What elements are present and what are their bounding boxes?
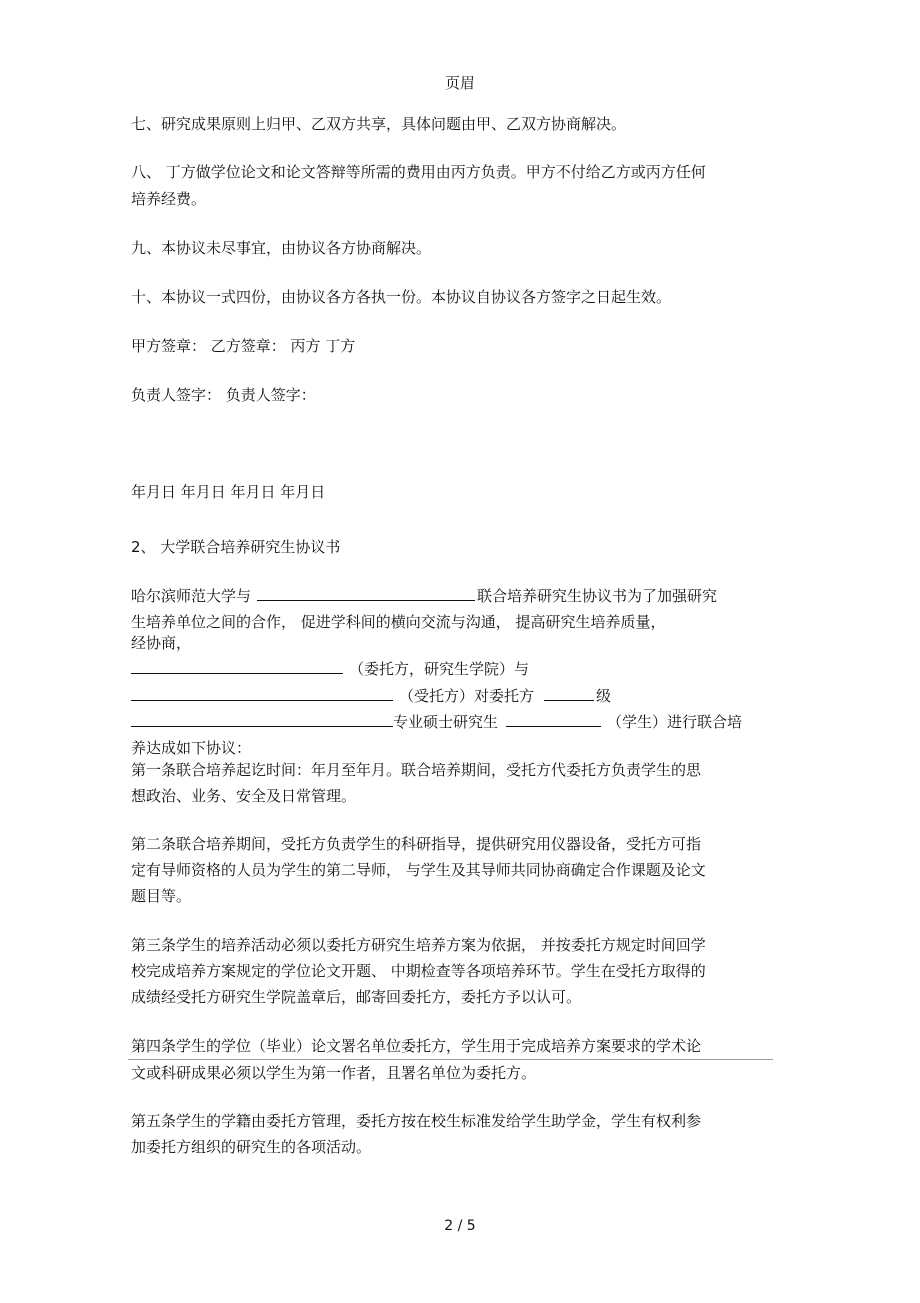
- intro-line1: [131, 586, 717, 606]
- article-4-line2: 文或科研成果必须以学生为第一作者，且署名单位为委托方。: [131, 1064, 537, 1082]
- signature-persons: 负责人签字： 负责人签字：: [131, 386, 316, 404]
- article-1-line2: 想政治、业务、安全及日常管理。: [131, 787, 357, 805]
- intro-line2: 生培养单位之间的合作， 促进学科间的横向交流与沟通， 提高研究生培养质量，: [131, 613, 666, 631]
- party-line3-text: 专业硕士研究生: [393, 713, 499, 731]
- partner-blank: [257, 586, 475, 601]
- party-line3: [131, 712, 742, 732]
- clause-8-line1: 八、 丁方做学位论文和论文答辩等所需的费用由丙方负责。甲方不付给乙方或丙方任何: [131, 163, 706, 181]
- clause-9: 九、本协议未尽事宜，由协议各方协商解决。: [131, 239, 432, 257]
- intro-text-end: 联合培养研究生协议书为了加强研究: [477, 587, 718, 605]
- party-line2: [131, 686, 611, 706]
- article-2-line3: 题目等。: [131, 887, 192, 905]
- clause-8-line2: 培养经费。: [131, 190, 207, 208]
- article-3-line2: 校完成培养方案规定的学位论文开题、 中期检查等各项培养环节。学生在受托方取得的: [131, 962, 706, 980]
- party-line1-text: （委托方，研究生学院）与: [349, 660, 530, 678]
- page-header: 页眉: [444, 74, 475, 92]
- party-line3-end: （学生）进行联合培: [607, 713, 743, 731]
- student-blank: [506, 712, 601, 727]
- article-2-line1: 第二条联合培养期间，受托方负责学生的科研指导，提供研究用仪器设备，受托方可指: [131, 835, 702, 853]
- party-line1: [131, 659, 529, 679]
- signature-dates: 年月日 年月日 年月日 年月日: [131, 483, 326, 501]
- party-line4: 养达成如下协议：: [131, 739, 252, 757]
- party-line2-text: （受托方）对委托方: [399, 687, 535, 705]
- page-number: 2 / 5: [444, 1218, 476, 1234]
- major-blank: [131, 712, 393, 727]
- article-4-line1: 第四条学生的学位（毕业）论文署名单位委托方，学生用于完成培养方案要求的学术论: [131, 1037, 702, 1055]
- entrusting-party-blank: [131, 659, 343, 674]
- grade-blank: [544, 686, 594, 701]
- clause-7: 七、研究成果原则上归甲、乙双方共享，具体问题由甲、乙双方协商解决。: [131, 115, 627, 133]
- article-3-line3: 成绩经受托方研究生学院盖章后，邮寄回委托方，委托方予以认可。: [131, 988, 582, 1006]
- intro-line3: 经协商，: [131, 634, 192, 652]
- article-5-line2: 加委托方组织的研究生的各项活动。: [131, 1138, 372, 1156]
- article-2-line2: 定有导师资格的人员为学生的第二导师， 与学生及其导师共同协商确定合作课题及论文: [131, 861, 706, 879]
- signature-seals: 甲方签章： 乙方签章： 丙方 丁方: [131, 337, 356, 355]
- clause-10: 十、本协议一式四份，由协议各方各执一份。本协议自协议各方签字之日起生效。: [131, 288, 672, 306]
- intro-text-start: 哈尔滨师范大学与: [131, 587, 252, 605]
- grade-label: 级: [596, 687, 612, 705]
- entrusted-party-blank: [131, 686, 393, 701]
- article-1-line1: 第一条联合培养起讫时间：年月至年月。联合培养期间，受托方代委托方负责学生的思: [131, 761, 702, 779]
- divider-line: [128, 1059, 773, 1060]
- article-3-line1: 第三条学生的培养活动必须以委托方研究生培养方案为依据， 并按委托方规定时间回学: [131, 936, 706, 954]
- section-title: 2、 大学联合培养研究生协议书: [131, 538, 341, 556]
- article-5-line1: 第五条学生的学籍由委托方管理，委托方按在校生标准发给学生助学金，学生有权利参: [131, 1112, 702, 1130]
